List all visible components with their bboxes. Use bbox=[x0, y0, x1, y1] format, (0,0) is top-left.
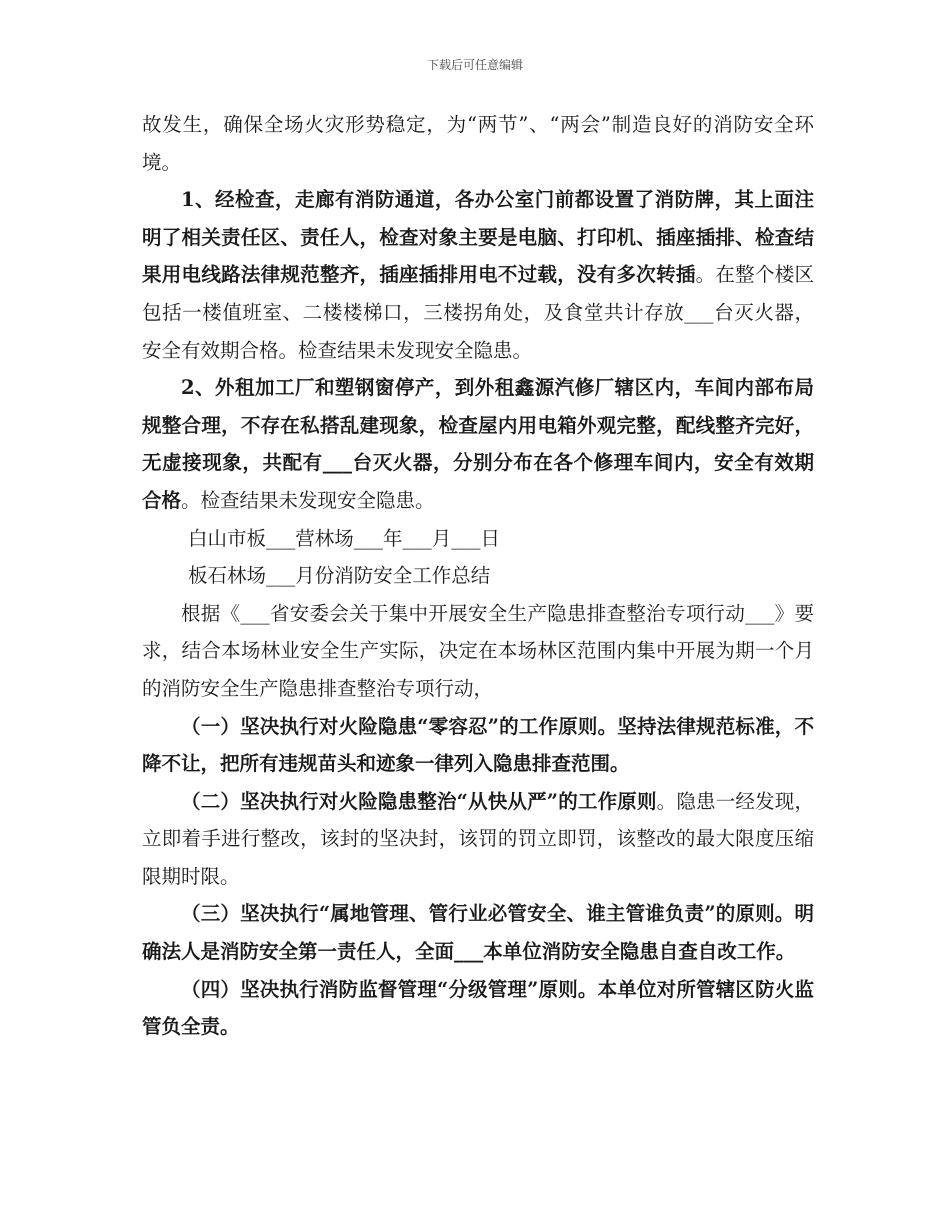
paragraph-inspection-office bbox=[142, 181, 814, 369]
paragraph-section-title bbox=[142, 557, 814, 595]
paragraph-signature-date bbox=[142, 520, 814, 558]
text-run-bold: 2、外租加工厂和塑钢窗停产，到外租鑫源汽修厂辖区内，车间内部布局规整合理，不存在私搭乱建现象，检查屋内用电箱外观完整，配线整齐完好，无虚接现象，共配有___台灭火器，分别分布在各个修理车间内，安全有效期合格 bbox=[142, 376, 814, 512]
text-run-bold: （三）坚决执行“属地管理、管行业必管安全、谁主管谁负责”的原则。明确法人是消防安全第一责任人，全面___本单位消防安全隐患自查自改工作。 bbox=[142, 902, 814, 964]
text-run: 板石林场___月份消防安全工作总结 bbox=[188, 564, 491, 588]
document-body bbox=[142, 106, 814, 1046]
paragraph-principle-1 bbox=[142, 708, 814, 783]
text-run: 白山市板___营林场___年___月___日 bbox=[188, 526, 501, 550]
page-header: 下载后可任意编辑 bbox=[426, 58, 523, 72]
text-run-bold: 1、经检查，走廊有消防通道，各办公室门前都设置了消防牌，其上面注明了相关责任区、责任人，检查对象主要是电脑、打印机、插座插排、检查结果用电线路法律规范整齐，插座插排用电不过载，没有多次转插 bbox=[142, 188, 814, 287]
text-run-bold: （四）坚决执行消防监督管理“分级管理”原则。本单位对所管辖区防火监管负全责。 bbox=[142, 977, 814, 1039]
paragraph-inspection-factory bbox=[142, 369, 814, 519]
paragraph-intro bbox=[142, 595, 814, 708]
text-run-bold: （二）坚决执行对火险隐患整治“从快从严”的工作原则 bbox=[181, 789, 657, 813]
paragraph-principle-4 bbox=[142, 971, 814, 1046]
text-run: 。在整个楼区包括一楼值班室、二楼楼梯口，三楼拐角处，及食堂共计存放___台灭火器，安全有效期合格。检查结果未发现安全隐患。 bbox=[142, 263, 814, 362]
text-run: 。检查结果未发现安全隐患。 bbox=[181, 488, 435, 512]
text-run-bold: （一）坚决执行对火险隐患“零容忍”的工作原则。坚持法律规范标准，不降不让，把所有违规苗头和迹象一律列入隐患排查范围。 bbox=[142, 714, 814, 776]
text-run: 根据《___省安委会关于集中开展安全生产隐患排查整治专项行动___》要求，结合本场林业安全生产实际，决定在本场林区范围内集中开展为期一个月的消防安全生产隐患排查整治专项行动， bbox=[142, 601, 814, 700]
paragraph-principle-2 bbox=[142, 783, 814, 896]
paragraph-continuation bbox=[142, 106, 814, 181]
text-run: 故发生，确保全场火灾形势稳定，为“两节”、“两会”制造良好的消防安全环境。 bbox=[142, 113, 814, 174]
text-run: 。隐患一经发现，立即着手进行整改，该封的坚决封，该罚的罚立即罚，该整改的最大限度压缩限期时限。 bbox=[142, 789, 814, 888]
paragraph-principle-3 bbox=[142, 895, 814, 970]
